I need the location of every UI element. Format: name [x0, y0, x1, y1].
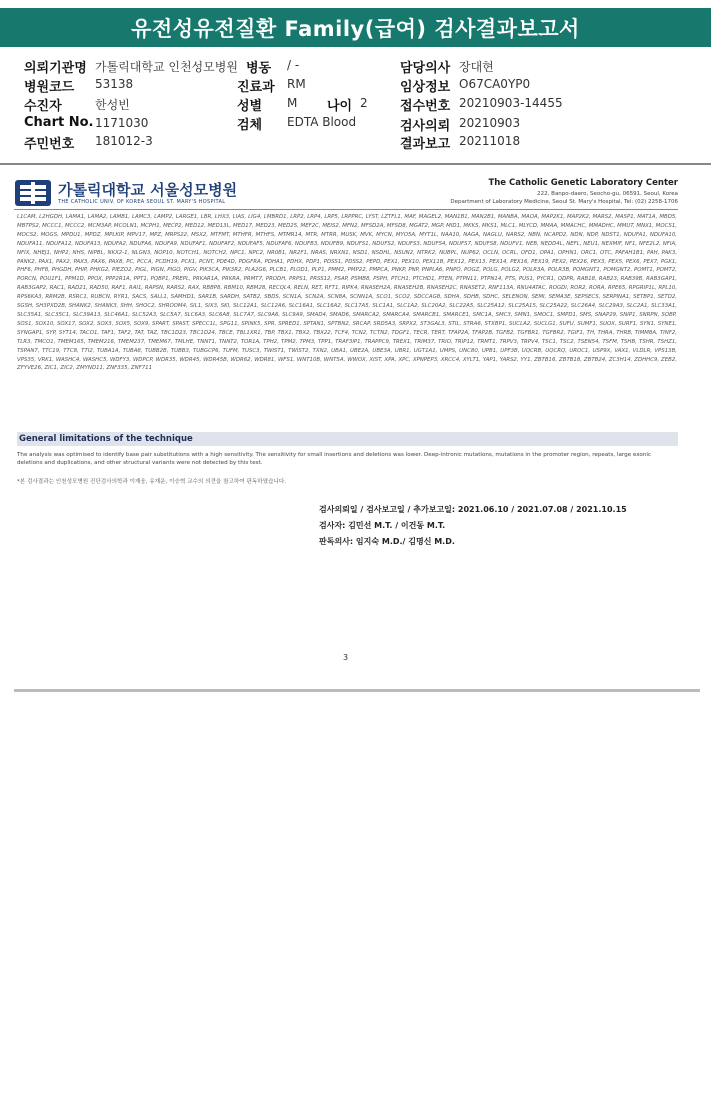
age-label: 나이	[327, 99, 353, 114]
hospital-code-value: 53138	[95, 77, 134, 91]
patient-value: 한성빈	[95, 98, 130, 112]
doctor-label: 담당의사	[400, 61, 451, 76]
ssn-value: 181012-3	[95, 134, 153, 148]
hospital-logo-subtitle: THE CATHOLIC UNIV. OF KOREA SEOUL ST. MARY'S HOSPITAL	[58, 199, 226, 205]
limitations-title: General limitations of the technique	[17, 432, 678, 446]
patient-label: 수진자	[24, 99, 62, 114]
ward-label: 병동	[246, 61, 272, 76]
examiners: 검사자: 김민선 M.T. / 이건동 M.T.	[319, 521, 446, 530]
doctor-value: 장대현	[459, 60, 494, 74]
ssn-label: 주민번호	[24, 137, 75, 152]
interpretation-note: *본 검사결과는 인천성모병원 진단검사의학과 이재웅, 유재운, 이승혁 교수의 의견을 참고하여 판독하였습니다.	[17, 479, 287, 485]
hospital-code-label: 병원코드	[24, 80, 75, 95]
chart-no-label: Chart No.	[24, 115, 94, 130]
header-divider	[0, 163, 711, 165]
lab-header-divider	[14, 209, 678, 210]
sex-value: M	[287, 96, 298, 110]
lab-center-department: Department of Laboratory Medicine, Seoul St. Mary's Hospital, Tel: (02) 2258-1706	[450, 199, 678, 205]
limitations-text: The analysis was optimised to identify base pair substitutions with a high sensitivity. The sensitivity for small insertions and deletions was lower. Deep-intronic mutations, mutations in the promoter region, repeats, large exonic deletions and duplications, and other structural variants were not detected by this test.	[17, 452, 651, 466]
specimen-label: 검체	[237, 118, 263, 133]
lab-center-name: The Catholic Genetic Laboratory Center	[488, 178, 678, 188]
gene-list: L1CAM, L2HGDH, LAMA1, LAMA2, LAMB1, LAMC3, LAMP2, LARGE1, LBR, LHX3, LIAS, LIG4, LMBRD1, LRP2, LRP4, LRP5, LRPPRC, LYST, LZTFL1, MAF, MAGEL2, MAN1B1, MAN2B1, MANBA, MAOA, MAP2K1, MAP2K2, MARS2, MASP1, MAT1A, MBD5, MBTPS2, MCCC1, MCCC2, MCM3AP, MCOLN1, MCPH1, MECP2, MED12, MED13L, MED17, MED23, MED25, MEF2C, MEIS2, MFN2, MFSD2A, MFSD8, MGAT2, MGP, MID1, MKKS, MKS1, MLC1, MLYCD, MMAA, MMACHC, MMADHC, MMUT, MNX1, MOCS1, MOCS2, MOGS, MPDU1, MPDZ, MPLKIP, MPV17, MPZ, MRPS22, MSX2, MTFMT, MTHFR, MTHFS, MTMR14, MTR, MTRR, MUSK, MVK, MYCN, MYO5A, MYT1L, NAA10, NAGA, NAGLU, NARS2, NBN, NCAPD2, NDN, NDP, NDST1, NDUFA1, NDUFA10, NDUFA11, NDUFA12, NDUFA13, NDUFA2, NDUFA6, NDUFA9, NDUFAF1, NDUFAF2, NDUFAF5, NDUFAF6, NDUFB3, NDUFB9, NDUFS1, NDUFS2, NDUFS3, NDUFS4, NDUFS7, NDUFS8, NDUFV1, NEB, NEDD4L, NEFL, NEU1, NEXMIF, NF1, NFE2L2, NFIA, NFIX, NHEJ1, NHP2, NHS, NIPBL, NKX2-1, NLGN3, NOP10, NOTCH1, NOTCH2, NPC1, NPC2, NR0B1, NR2F1, NRAS, NRXN1, NSD1, NSDHL, NSUN2, NTRK2, NUBPL, NUP62, OCLN, OCRL, OFD1, OPA1, OPHN1, ORC1, OTC, PAFAH1B1, PAH, PAK3, PANK2, PAX1, PAX2, PAX3, PAX6, PAX8, PC, PCCA, PCDH19, PCK1, PCNT, PDE4D, PDGFRA, PDHA1, PDHX, PDP1, PDSS1, PDSS2, PEPD, PEX1, PEX10, PEX11B, PEX12, PEX13, PEX14, PEX16, PEX19, PEX2, PEX26, PEX3, PEX5, PEX6, PEX7, PGK1, PHF6, PHF8, PHGDH, PHIP, PHKG2, PIEZO2, PIGL, PIGN, PIGO, PIGV, PIK3CA, PIK3R2, PLA2G6, PLCB1, PLOD1, PLP1, PMM2, PMP22, PMPCA, PNKP, PNP, PNPLA6, PNPO, POGZ, POLG, POLG2, POLR3A, POLR3B, POMGNT1, POMGNT2, POMT1, POMT2, PORCN, POU1F1, PPM1D, PPOX, PPP2R1A, PPT1, PQBP1, PREPL, PRKAR1A, PRKRA, PRMT7, PRODH, PRPS1, PRSS12, PSAP, PSMB8, PSPH, PTCH1, PTCHD1, PTEN, PTPN11, PTPN14, PTS, PUS1, PYCR1, QDPR, RAB18, RAB23, RAB39B, RAB3GAP1, RAB3GAP2, RAC1, RAD21, RAD50, RAF1, RAI1, RAPSN, RARS2, RAX, RBBP8, RBM10, RBM28, RECQL4, RELN, RET, RFT1, RIPK4, RNASEH2A, RNASEH2B, RNASEH2C, RNASET2, RNF113A, RNU4ATAC, ROGDI, ROR2, RORA, RPE65, RPGRIP1L, RPL10, RPS6KA3, RRM2B, RSRC1, RUBCN, RYR1, SACS, SALL1, SAMHD1, SAR1B, SARDH, SATB2, SBDS, SCN1A, SCN2A, SCN8A, SCNN1A, SCO1, SCO2, SDCCAG8, SDHA, SDHB, SDHC, SELENON, SEMI, SEMA3E, SEPSECS, SERPINA1, SETBP1, SETD2, SGSH, SH3PXD2B, SHANK2, SHANK3, SHH, SHOC2, SHROOM4, SIL1, SIX3, SKI, SLC12A1, SLC12A6, SLC16A1, SLC16A2, SLC17A5, SLC1A1, SLC1A2, SLC20A2, SLC22A5, SLC25A12, SLC25A15, SLC25A22, SLC26A4, SLC29A3, SLC2A1, SLC33A1, SLC35A1, SLC35C1, SLC39A13, SLC46A1, SLC52A3, SLC5A7, SLC6A3, SLC6A8, SLC7A7, SLC9A6, SLC9A9, SMAD4, SMAD6, SMARCA2, SMARCA4, SMARCB1, SMARCE1, SMC1A, SMC3, SMN1, SMOC1, SMPD1, SMS, SNAP29, SNIP1, SNRPN, SOBP, SOS1, SOX10, SOX17, SOX2, SOX3, SOX5, SOX9, SPART, SPAST, SPECC1L, SPG11, SPINK5, SPR, SPRED1, SPTAN1, SPTBN2, SRCAP, SRD5A3, SRPX2, ST3GAL3, STIL, STRA6, STXBP1, SUCLA2, SUCLG1, SUFU, SUMF1, SUOX, SURF1, SYN1, SYNE1, SYNGAP1, SYP, SYT14, TACO1, TAF1, TAF2, TAT, TAZ, TBC1D23, TBC1D24, TBCE, TBL1XR1, TBP, TBX1, TBX2, TBX22, TCF4, TCN2, TCTN2, TDGF1, TECR, TERT, TFAP2A, TFAP2B, TGFB2, TGFBR1, TGFBR2, TGIF1, TH, THRA, THRB, TIMM8A, TINF2, TLR3, TMCO1, TMEM165, TMEM216, TMEM237, TMEM67, TMLHE, TNNT1, TNNT2, TOR1A, TPH2, TPM2, TPM3, TPP1, TRAF3IP1, TRAPPC9, TREX1, TRIM37, TRIO, TRIP12, TRMT1, TRPV3, TRPV4, TSC1, TSC2, TSEN54, TSFM, TSHB, TSHR, TSHZ1, TSPAN7, TTC19, TTC8, TTI2, TUBA1A, TUBA8, TUBB2B, TUBB3, TUBGCP6, TUFM, TUSC3, TWIST1, TWIST2, TXN2, UBA1, UBE2A, UBE3A, UBR1, UGT1A1, UMPS, UNC80, UPB1, UPF3B, UQCRB, UQCRQ, UROC1, USP9X, VAX1, VLDLR, VPS13B, VPS35, VRK1, WASHC4, WASHC5, WDFY3, WDPCP, WDR35, WDR45, WDR45B, WDR62, WDR81, WFS1, WNT10B, WNT5A, WWOX, XIST, XPA, XPC, XPNPEP3, XRCC4, XYLT1, YAP1, YARS2, YY1, ZBTB16, ZBTB18, ZBTB24, ZC3H14, ZDHHC9, ZEB2, ZFYVE26, ZIC1, ZIC2, ZMYND11, ZNF335, ZNF711	[17, 214, 677, 372]
department-value: RM	[287, 77, 306, 91]
page-number: 3	[343, 653, 349, 662]
ward-value: / -	[287, 58, 300, 72]
test-dates: 검사의뢰일 / 검사보고일 / 추가보고일: 2021.06.10 / 2021.07.08 / 2021.10.15	[319, 505, 627, 514]
sex-label: 성별	[237, 99, 263, 114]
lab-center-address: 222, Banpo-daero, Seocho-gu, 06591, Seoul, Korea	[537, 191, 678, 197]
report-date-value: 20211018	[459, 134, 521, 148]
page-bottom-divider	[14, 689, 700, 692]
patient-info-header	[0, 52, 711, 152]
request-date-label: 검사의뢰	[400, 119, 451, 134]
department-label: 진료과	[237, 80, 275, 95]
clinical-info-label: 임상정보	[400, 80, 451, 95]
hospital-emblem-icon	[14, 178, 52, 208]
reading-physicians: 판독의사: 임지숙 M.D./ 김명신 M.D.	[319, 537, 455, 546]
clinical-info-value: O67CA0YP0	[459, 77, 531, 91]
report-title: 유전성유전질환 Family(급여) 검사결과보고서	[0, 8, 711, 47]
request-date-value: 20210903	[459, 116, 521, 130]
chart-no-value: 1171030	[95, 116, 149, 130]
lab-center-info	[450, 178, 678, 205]
specimen-value: EDTA Blood	[287, 115, 357, 129]
accession-value: 20210903-14455	[459, 96, 563, 110]
hospital-value: 가톨릭대학교 인천성모병원	[95, 60, 238, 74]
age-value: 2	[360, 96, 368, 110]
hospital-logo-name: 가톨릭대학교 서울성모병원	[58, 181, 238, 199]
hospital-label: 의뢰기관명	[24, 61, 87, 76]
report-date-label: 결과보고	[400, 137, 451, 152]
accession-label: 접수번호	[400, 99, 451, 114]
